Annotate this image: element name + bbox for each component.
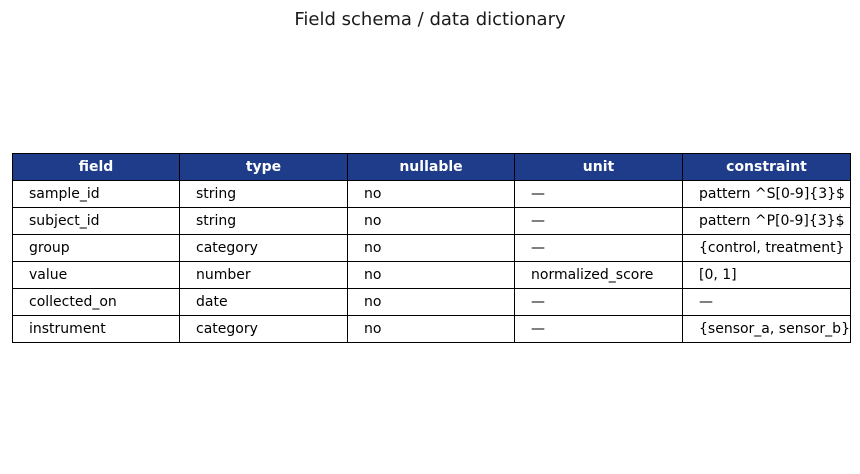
cell-type: category	[180, 235, 348, 262]
cell-field: sample_id	[13, 181, 180, 208]
cell-field: subject_id	[13, 208, 180, 235]
header-unit: unit	[515, 154, 683, 181]
cell-unit: normalized_score	[515, 262, 683, 289]
table-row	[13, 208, 851, 235]
schema-table	[12, 153, 851, 343]
cell-nullable: no	[348, 316, 515, 343]
cell-nullable: no	[348, 289, 515, 316]
table-row	[13, 289, 851, 316]
cell-constraint: {sensor_a, sensor_b}	[683, 316, 851, 343]
cell-nullable: no	[348, 181, 515, 208]
cell-nullable: no	[348, 235, 515, 262]
table-row	[13, 316, 851, 343]
cell-unit: —	[515, 208, 683, 235]
cell-unit: —	[515, 235, 683, 262]
cell-field: value	[13, 262, 180, 289]
cell-constraint: [0, 1]	[683, 262, 851, 289]
cell-field: group	[13, 235, 180, 262]
header-field: field	[13, 154, 180, 181]
cell-type: number	[180, 262, 348, 289]
table-row	[13, 262, 851, 289]
cell-unit: —	[515, 316, 683, 343]
header-constraint: constraint	[683, 154, 851, 181]
cell-unit: —	[515, 289, 683, 316]
cell-field: collected_on	[13, 289, 180, 316]
cell-nullable: no	[348, 208, 515, 235]
header-type: type	[180, 154, 348, 181]
chart-title: Field schema / data dictionary	[294, 9, 566, 30]
cell-field: instrument	[13, 316, 180, 343]
cell-type: string	[180, 208, 348, 235]
table-row	[13, 181, 851, 208]
cell-type: date	[180, 289, 348, 316]
cell-constraint: {control, treatment}	[683, 235, 851, 262]
header-row	[13, 154, 851, 181]
cell-type: string	[180, 181, 348, 208]
cell-constraint: —	[683, 289, 851, 316]
table-row	[13, 235, 851, 262]
cell-constraint: pattern ^S[0-9]{3}$	[683, 181, 851, 208]
header-nullable: nullable	[348, 154, 515, 181]
cell-constraint: pattern ^P[0-9]{3}$	[683, 208, 851, 235]
cell-nullable: no	[348, 262, 515, 289]
cell-type: category	[180, 316, 348, 343]
cell-unit: —	[515, 181, 683, 208]
